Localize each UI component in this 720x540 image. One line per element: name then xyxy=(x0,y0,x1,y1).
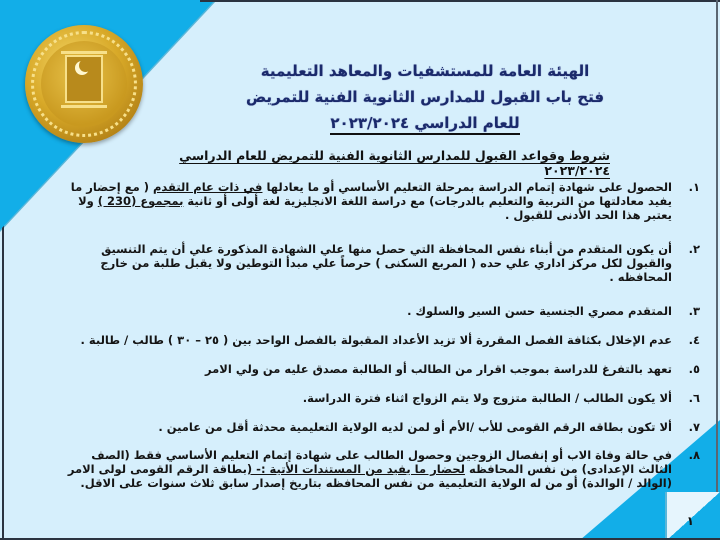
condition-text: ألا تكون بطاقه الرقم القومى للأب /الأم أو لمن لديه الولاية التعليمية محدثة أقل من عامين . xyxy=(158,420,672,434)
page-number: ١ xyxy=(686,514,694,528)
condition-text xyxy=(60,448,672,490)
conditions-list xyxy=(60,180,700,490)
condition-text: أن يكون المتقدم من أبناء نفس المحافظة التي حصل منها علي الشهادة المذكورة علي أن يتم التنسيق والقبول لكل مركز اداري علي حده ( المربع السكنى ) حرصاً علي مبدأ التوطين ولا يقبل طلبة من خارج المحافظه . xyxy=(100,242,672,284)
academic-year xyxy=(230,110,620,136)
condition-number: ١. xyxy=(688,180,700,194)
condition-number: ٧. xyxy=(688,420,700,434)
condition-number: ٤. xyxy=(688,333,700,347)
academic-year-text: للعام الدراسي ٢٠٢٣/٢٠٢٤ xyxy=(330,114,519,135)
condition-number: ٣. xyxy=(688,304,700,318)
condition-text: عدم الإخلال بكثافة الفصل المقررة ألا تزيد الأعداد المقبولة بالفصل الواحد بين ( ٢٥ – ٣٠ ) طالب / طالبة . xyxy=(80,333,672,347)
condition-item xyxy=(60,448,700,490)
condition-text-part: في حالة وفاة الاب أو إنفصال الزوجين وحصول الطالب على شهادة إتمام التعليم الأساسي فقط (الصف الثالث الإعدادى) من نفس المحافظه xyxy=(91,448,672,476)
condition-text-underlined: في ذات عام التقدم xyxy=(152,180,263,194)
condition-text: المتقدم مصري الجنسية حسن السير والسلوك . xyxy=(407,304,672,318)
condition-text-underlined: لحضار ما يفيد من المستندات الأتية :- ( xyxy=(246,462,465,476)
announcement-header xyxy=(230,58,620,136)
logo-bar-top xyxy=(61,51,107,54)
frame-border-top xyxy=(200,0,720,2)
condition-item xyxy=(60,304,700,318)
condition-number: ٥. xyxy=(688,362,700,376)
condition-item xyxy=(60,333,700,347)
condition-text: تعهد بالتفرغ للدراسة بموجب اقرار من الطالب أو الطالبة مصدق عليه من ولي الامر xyxy=(205,362,672,376)
condition-text-part: الحصول على شهادة إتمام الدراسة بمرحلة التعليم الأساسي أو ما يعادلها xyxy=(262,180,672,194)
organization-name: الهيئة العامة للمستشفيات والمعاهد التعليمية xyxy=(260,62,590,80)
logo-bar-bottom xyxy=(61,105,107,108)
conditions-title: شروط وقواعد القبول للمدارس الثانوية الفنية للتمريض للعام الدراسي ٢٠٢٣/٢٠٢٤ xyxy=(179,148,610,178)
condition-item xyxy=(60,242,700,284)
condition-text xyxy=(60,180,672,222)
condition-item xyxy=(60,420,700,434)
condition-text: ألا يكون الطالب / الطالبة متزوج ولا يتم الزواج اثناء فترة الدراسة. xyxy=(302,391,672,405)
condition-item xyxy=(60,180,700,222)
condition-text-part: ولا يعتبر هذا الحد الأدنى للقبول . xyxy=(78,194,672,222)
condition-number: ٨. xyxy=(688,448,700,462)
frame-border-right xyxy=(716,0,718,540)
condition-item xyxy=(60,391,700,405)
condition-number: ٦. xyxy=(688,391,700,405)
condition-text-part: بطاقة الرقم القومى لولى الامر (الوالد / الوالدة) أو من له الولاية التعليمية من نفس المحافظه بتاريخ إصدار سابق ثلاث سنوات على الاقل. xyxy=(67,462,672,490)
condition-text-part: ( مع إحضار ما يفيد معادلتها من التربية والتعليم بالدرجات) مع دراسة اللغة الانجليزية لغة أولى أو ثانية xyxy=(70,180,672,208)
condition-number: ٢. xyxy=(688,242,700,256)
condition-text-underlined: بمجموع (230 ) xyxy=(97,194,184,208)
condition-item xyxy=(60,362,700,376)
announcement-title: فتح باب القبول للمدارس الثانوية الفنية للتمريض xyxy=(245,88,605,106)
crescent-icon xyxy=(75,61,89,75)
organization-logo xyxy=(25,25,143,143)
